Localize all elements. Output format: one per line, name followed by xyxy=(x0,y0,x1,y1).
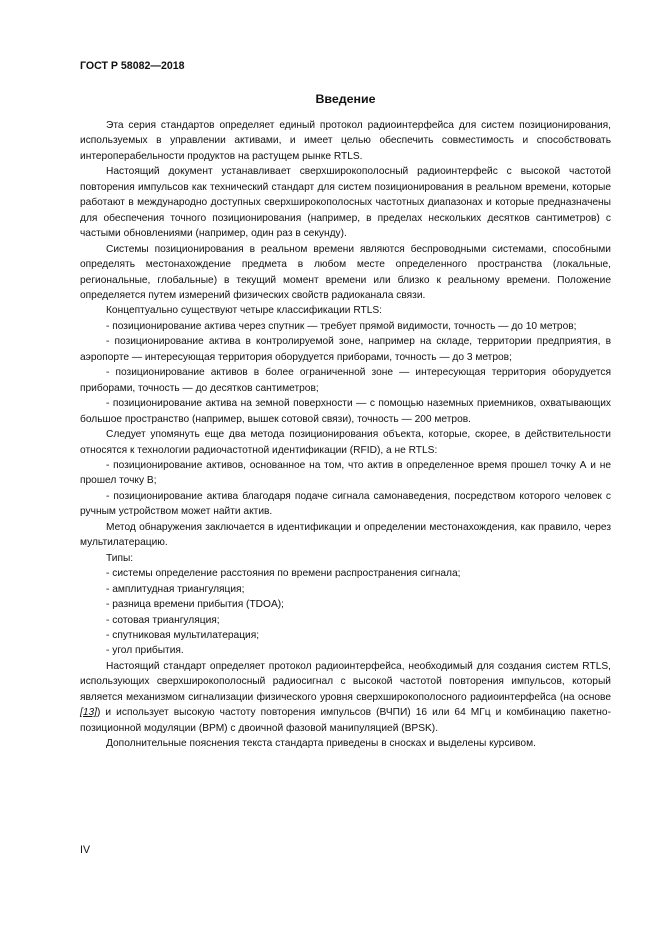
list-item: - позиционирование актива благодаря подаче сигнала самонаведения, посредством которого человек с ручным устройством может найти актив. xyxy=(80,490,611,518)
paragraph-text: ) и использует высокую частоту повторения импульсов (ВЧПИ) 16 или 64 МГц и комбинацию пакетно-позиционной модуляции (ВРМ) с двоичной фазовой манипуляцией (BPSK). xyxy=(80,707,611,734)
page-number: IV xyxy=(80,844,91,856)
paragraph: Эта серия стандартов определяет единый протокол радиоинтерфейса для систем позиционирования, используемых в управлении активами, и имеет целью обеспечить совместимость и способствовать интероперабельности продуктов на растущем рынке RTLS. xyxy=(80,120,611,162)
paragraph xyxy=(80,659,611,736)
list-item: - позиционирование активов в более ограниченной зоне — интересующая территория оборудуется приборами, точность — до десятков сантиметров; xyxy=(80,367,611,394)
list-item: - разница времени прибытия (TDOA); xyxy=(106,599,284,611)
list-item: - амплитудная триангуляция; xyxy=(106,583,245,595)
paragraph: Системы позиционирования в реальном времени являются беспроводными системами, способными определять местонахождение предмета в любом месте определенного пространства (локальные, региональные, глобальные) в текущий момент времени или близко к реальному времени. Положение определяется путем измерений физических свойств радиоканала связи. xyxy=(80,243,611,301)
list-item: - сотовая триангуляция; xyxy=(106,614,220,626)
document-body xyxy=(80,118,611,752)
section-title: Введение xyxy=(315,92,376,106)
paragraph: Настоящий документ устанавливает сверхширокополосный радиоинтерфейс с высокой частотой повторения импульсов как технический стандарт для систем позиционирования в реальном времени, которые работают в международно доступных сверхширокополосных частотных диапазонах и которые предназначены для обеспечения точного позиционирования (например, в пределах нескольких десятков сантиметров) с частыми обновлениями (например, один раз в секунду). xyxy=(80,166,611,240)
list-item: - угол прибытия. xyxy=(106,645,184,657)
document-header: ГОСТ Р 58082—2018 xyxy=(80,60,185,72)
list-item: - позиционирование активов, основанное на том, что актив в определенное время прошел точку А и не прошел точку В; xyxy=(80,459,611,487)
paragraph-text: Настоящий стандарт определяет протокол радиоинтерфейса, необходимый для создания систем RTLS, использующих сверхширокополосный радиосигнал с высокой частотой повторения импульсов, который является механизмом сигнализации физического уровня сверхширокополосного радиоинтерфейса (на основе xyxy=(80,660,611,703)
paragraph: Следует упомянуть еще два метода позиционирования объекта, которые, скорее, в действительности относятся к технологии радиочастотной идентификации (RFID), а не RTLS: xyxy=(80,429,611,456)
list-item: - позиционирование актива в контролируемой зоне, например на складе, территории предприятия, в аэропорте — интересующая территория оборудуется приборами, точность — до 3 метров; xyxy=(80,336,611,363)
paragraph: Дополнительные пояснения текста стандарта приведены в сносках и выделены курсивом. xyxy=(106,738,536,750)
list-item: - позиционирование актива через спутник — требует прямой видимости, точность — до 10 метров; xyxy=(106,320,577,332)
paragraph: Концептуально существуют четыре классификации RTLS: xyxy=(106,305,383,317)
bibliography-reference-link[interactable]: [13] xyxy=(80,707,97,719)
list-item: - позиционирование актива на земной поверхности — с помощью наземных приемников, охватывающих большое пространство (например, вышек сотовой связи), точность — 200 метров. xyxy=(80,398,611,425)
paragraph: Типы: xyxy=(106,552,134,564)
paragraph: Метод обнаружения заключается в идентификации и определении местонахождения, как правило, через мультилатерацию. xyxy=(80,521,611,549)
list-item: - спутниковая мультилатерация; xyxy=(106,629,260,641)
list-item: - системы определение расстояния по времени распространения сигнала; xyxy=(106,568,461,580)
